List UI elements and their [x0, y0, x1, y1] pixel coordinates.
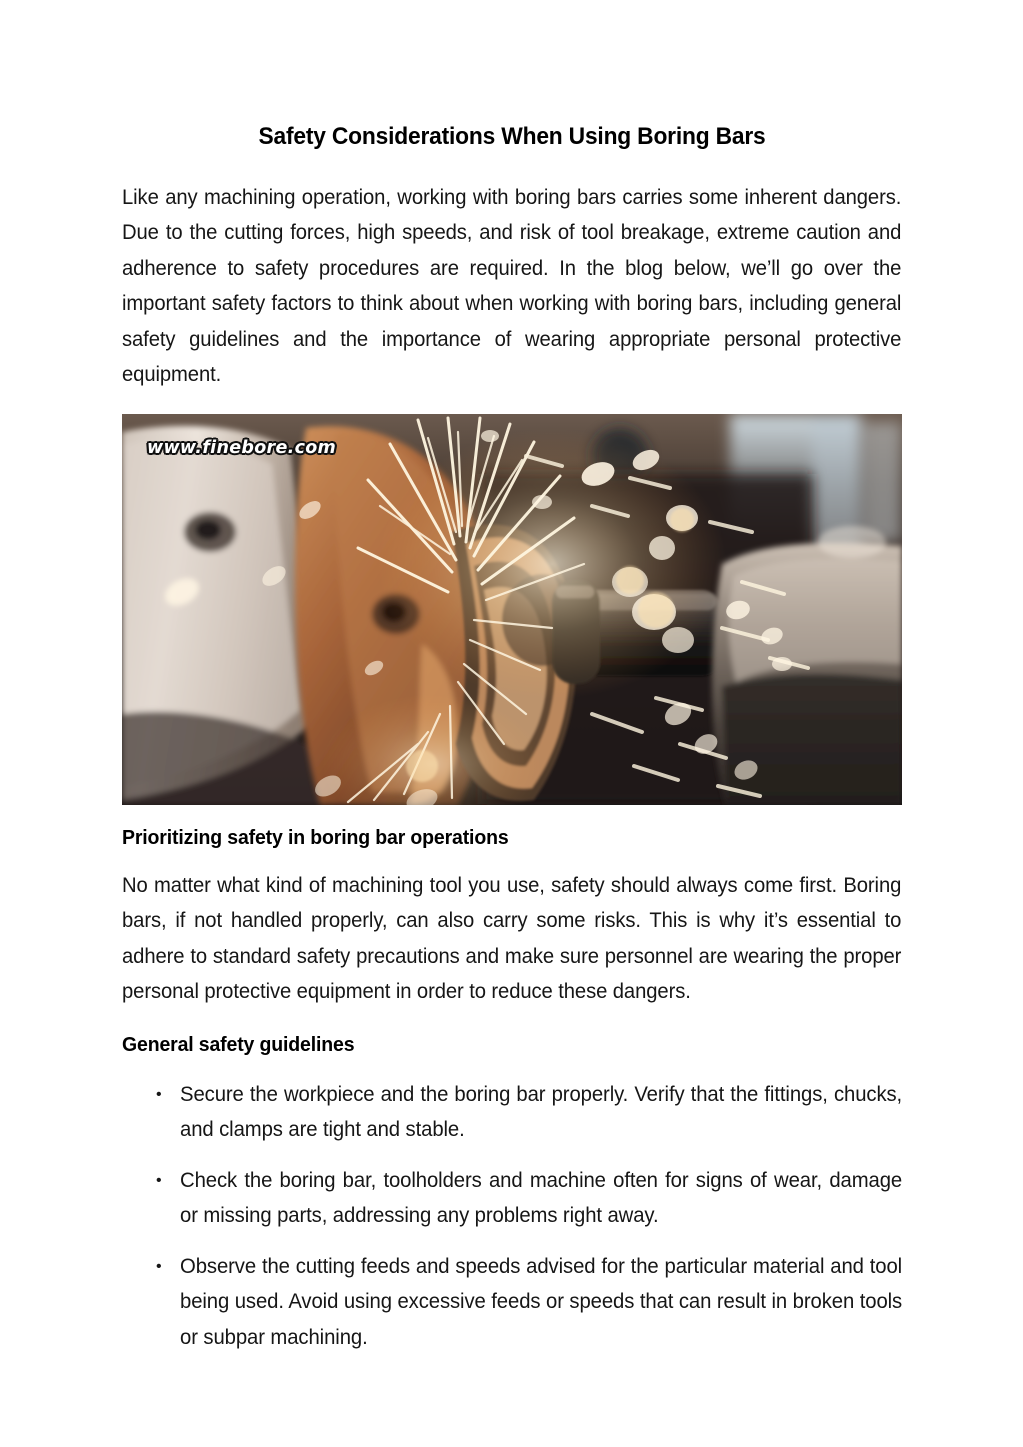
hero-figure — [122, 414, 902, 805]
list-item-text: • Check the boring bar, toolholders and machine often for signs of wear, damage or missing parts, addressing any problems right away. — [180, 1168, 903, 1228]
document-content — [122, 0, 902, 1370]
subheading-general-guidelines: General safety guidelines — [122, 1032, 355, 1056]
image-watermark: www.finebore.com — [147, 437, 337, 458]
machining-sparks-photo — [122, 414, 902, 805]
list-item — [122, 1249, 902, 1356]
subheading-prioritizing-safety: Prioritizing safety in boring bar operations — [122, 825, 509, 849]
guidelines-list — [122, 1077, 902, 1356]
page-title: Safety Considerations When Using Boring Bars — [258, 123, 766, 150]
list-item-text: • Secure the workpiece and the boring bar properly. Verify that the fittings, chucks, and clamps are tight and stable. — [180, 1082, 903, 1142]
intro-paragraph: Like any machining operation, working with boring bars carries some inherent dangers. Due to the cutting forces, high speeds, and risk of tool breakage, extreme caution and adherence to safety procedures are required. In the blog below, we’ll go over the important safety factors to think about when working with boring bars, including general safety guidelines and the importance of wearing appropriate personal protective equipment. — [122, 185, 902, 387]
safety-paragraph: No matter what kind of machining tool you use, safety should always come first. Boring bars, if not handled properly, can also carry some risks. This is why it’s essential to adhere to standard safety precautions and make sure personnel are wearing the proper personal protective equipment in order to reduce these dangers. — [122, 873, 902, 1004]
list-item — [122, 1077, 902, 1148]
list-item — [122, 1163, 902, 1234]
list-item-text: • Observe the cutting feeds and speeds advised for the particular material and tool being used. Avoid using excessive feeds or speeds that can result in broken tools or subpar machining. — [180, 1254, 903, 1349]
